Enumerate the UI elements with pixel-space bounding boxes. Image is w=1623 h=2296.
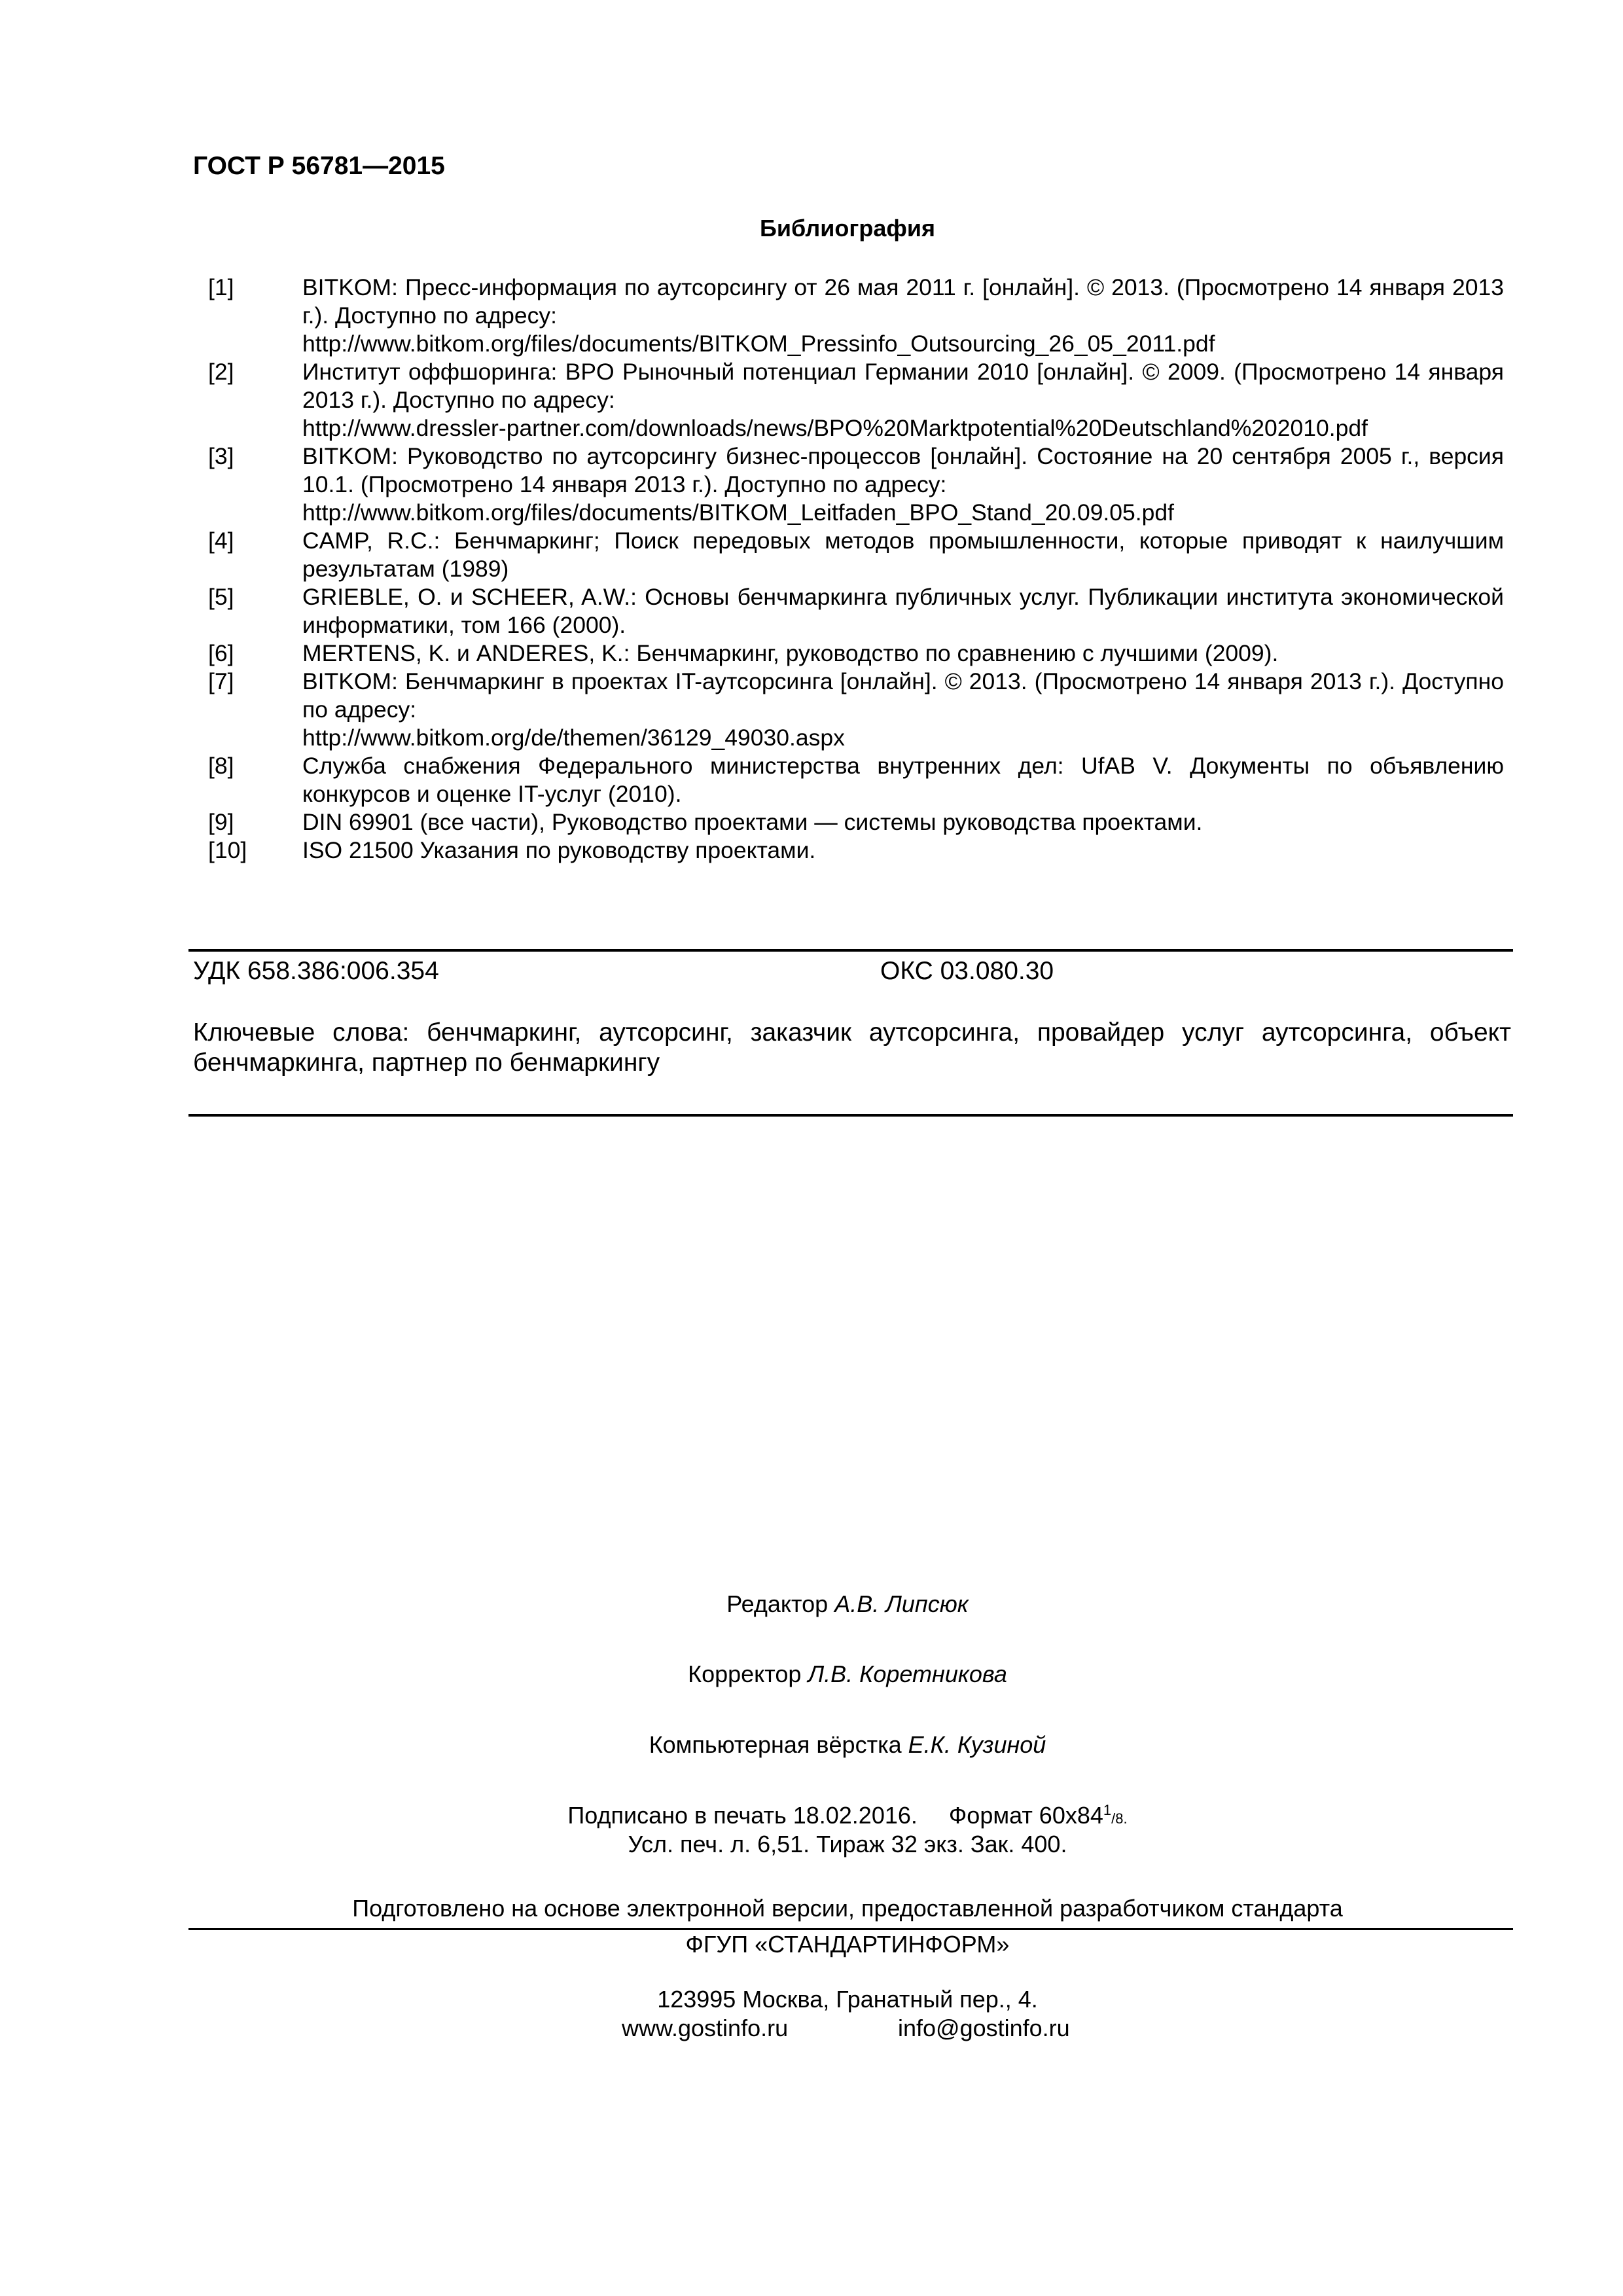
entry-number: [8] bbox=[208, 753, 234, 779]
document-code: ГОСТ Р 56781—2015 bbox=[193, 152, 445, 180]
oks-code: ОКС 03.080.30 bbox=[880, 957, 1054, 985]
entry-url[interactable]: http://www.bitkom.org/files/documents/BITKOM_Leitfaden_BPO_Stand_20.09.05.pdf bbox=[302, 499, 1174, 526]
format-text: Формат 60x84 bbox=[948, 1802, 1103, 1829]
bibliography-entry bbox=[208, 527, 1504, 583]
bibliography-entry bbox=[208, 583, 1504, 639]
corrector-line bbox=[0, 1660, 1623, 1688]
layout-line bbox=[0, 1731, 1623, 1759]
entry-text: ISO 21500 Указания по руководству проектами. bbox=[302, 837, 816, 863]
entry-text: GRIEBLE, O. и SCHEER, A.W.: Основы бенчмаркинга публичных услуг. Публикации института экономической информатики, том 166 (2000). bbox=[302, 584, 1504, 638]
entry-url[interactable]: http://www.bitkom.org/de/themen/36129_49030.aspx bbox=[302, 725, 845, 751]
entry-url[interactable]: http://www.bitkom.org/files/documents/BITKOM_Pressinfo_Outsourcing_26_05_2011.pdf bbox=[302, 331, 1215, 357]
entry-number: [6] bbox=[208, 640, 234, 666]
entry-number: [10] bbox=[208, 837, 247, 863]
entry-text-block bbox=[302, 442, 1504, 527]
signed-line bbox=[0, 1802, 1623, 1829]
corrector-label: Корректор bbox=[688, 1660, 802, 1687]
format-superscript: 1 bbox=[1103, 1802, 1112, 1818]
prepared-note: Подготовлено на основе электронной версии, предоставленной разработчиком стандарта bbox=[352, 1895, 1343, 1922]
entry-text: CAMP, R.C.: Бенчмаркинг; Поиск передовых методов промышленности, которые приводят к наилучшим результатам (1989) bbox=[302, 528, 1504, 582]
entry-number: [9] bbox=[208, 809, 234, 835]
layout-name: Е.К. Кузиной bbox=[908, 1731, 1046, 1758]
entry-url[interactable]: http://www.dressler-partner.com/downloads/news/BPO%20Marktpotential%20Deutschland%202010.pdf bbox=[302, 415, 1368, 441]
layout-label: Компьютерная вёрстка bbox=[649, 1731, 902, 1758]
corrector-name: Л.В. Коретникова bbox=[808, 1660, 1007, 1687]
editor-label: Редактор bbox=[726, 1590, 829, 1617]
top-divider bbox=[188, 949, 1513, 952]
entry-text-block bbox=[302, 274, 1504, 358]
bibliography-entry bbox=[208, 442, 1504, 527]
bibliography-title: Библиография bbox=[760, 215, 935, 242]
entry-number: [1] bbox=[208, 274, 234, 300]
entry-text: BITKOM: Пресс-информация по аутсорсингу от 26 мая 2011 г. [онлайн]. © 2013. (Просмотрено 14 января 2013 г.). Доступно по адресу: bbox=[302, 274, 1504, 329]
bibliography-entry bbox=[208, 668, 1504, 752]
website-link[interactable]: www.gostinfo.ru bbox=[622, 2015, 789, 2041]
email-link[interactable]: info@gostinfo.ru bbox=[898, 2015, 1070, 2041]
udk-code: УДК 658.386:006.354 bbox=[193, 957, 439, 985]
publisher-name: ФГУП «СТАНДАРТИНФОРМ» bbox=[685, 1931, 1010, 1958]
publisher-divider bbox=[188, 1928, 1513, 1930]
bibliography-entry bbox=[208, 836, 1504, 865]
entry-text: Служба снабжения Федерального министерства внутренних дел: UfAB V. Документы по объявлению конкурсов и оценке IT-услуг (2010). bbox=[302, 753, 1504, 807]
entry-text: BITKOM: Руководство по аутсорсингу бизнес-процессов [онлайн]. Состояние на 20 сентября 2005 г., версия 10.1. (Просмотрено 14 января 2013 г.). Доступно по адресу: bbox=[302, 443, 1504, 497]
entry-number: [7] bbox=[208, 668, 234, 694]
bibliography-entry bbox=[208, 358, 1504, 442]
entry-number: [3] bbox=[208, 443, 234, 469]
entry-text-block bbox=[302, 358, 1504, 442]
bibliography-entry bbox=[208, 639, 1504, 668]
entry-number: [2] bbox=[208, 359, 234, 385]
editor-line bbox=[0, 1590, 1623, 1618]
entry-number: [4] bbox=[208, 528, 234, 554]
publisher-address: 123995 Москва, Гранатный пер., 4. bbox=[657, 1986, 1038, 2013]
bibliography-entry bbox=[208, 752, 1504, 808]
entry-text: MERTENS, K. и ANDERES, K.: Бенчмаркинг, руководство по сравнению с лучшими (2009). bbox=[302, 640, 1279, 666]
entry-text: Институт оффшоринга: BPO Рыночный потенциал Германии 2010 [онлайн]. © 2009. (Просмотрено 14 января 2013 г.). Доступно по адресу: bbox=[302, 359, 1504, 413]
print-info: Усл. печ. л. 6,51. Тираж 32 экз. Зак. 400. bbox=[628, 1831, 1067, 1857]
bibliography-entry bbox=[208, 274, 1504, 358]
keywords-divider bbox=[188, 1114, 1513, 1117]
keywords: Ключевые слова: бенчмаркинг, аутсорсинг, заказчик аутсорсинга, провайдер услуг аутсорсинга, объект бенчмаркинга, партнер по бенмаркингу bbox=[193, 1018, 1511, 1077]
entry-text-block bbox=[302, 668, 1504, 752]
bibliography-list bbox=[208, 274, 1504, 865]
entry-text: DIN 69901 (все части), Руководство проектами — системы руководства проектами. bbox=[302, 809, 1203, 835]
editor-name: А.В. Липсюк bbox=[834, 1590, 969, 1617]
signed-text: Подписано в печать 18.02.2016. bbox=[567, 1802, 918, 1829]
bibliography-entry bbox=[208, 808, 1504, 836]
format-denominator: /8. bbox=[1111, 1810, 1128, 1827]
entry-text: BITKOM: Бенчмаркинг в проектах IT-аутсорсинга [онлайн]. © 2013. (Просмотрено 14 января 2013 г.). Доступно по адресу: bbox=[302, 668, 1504, 723]
entry-number: [5] bbox=[208, 584, 234, 610]
